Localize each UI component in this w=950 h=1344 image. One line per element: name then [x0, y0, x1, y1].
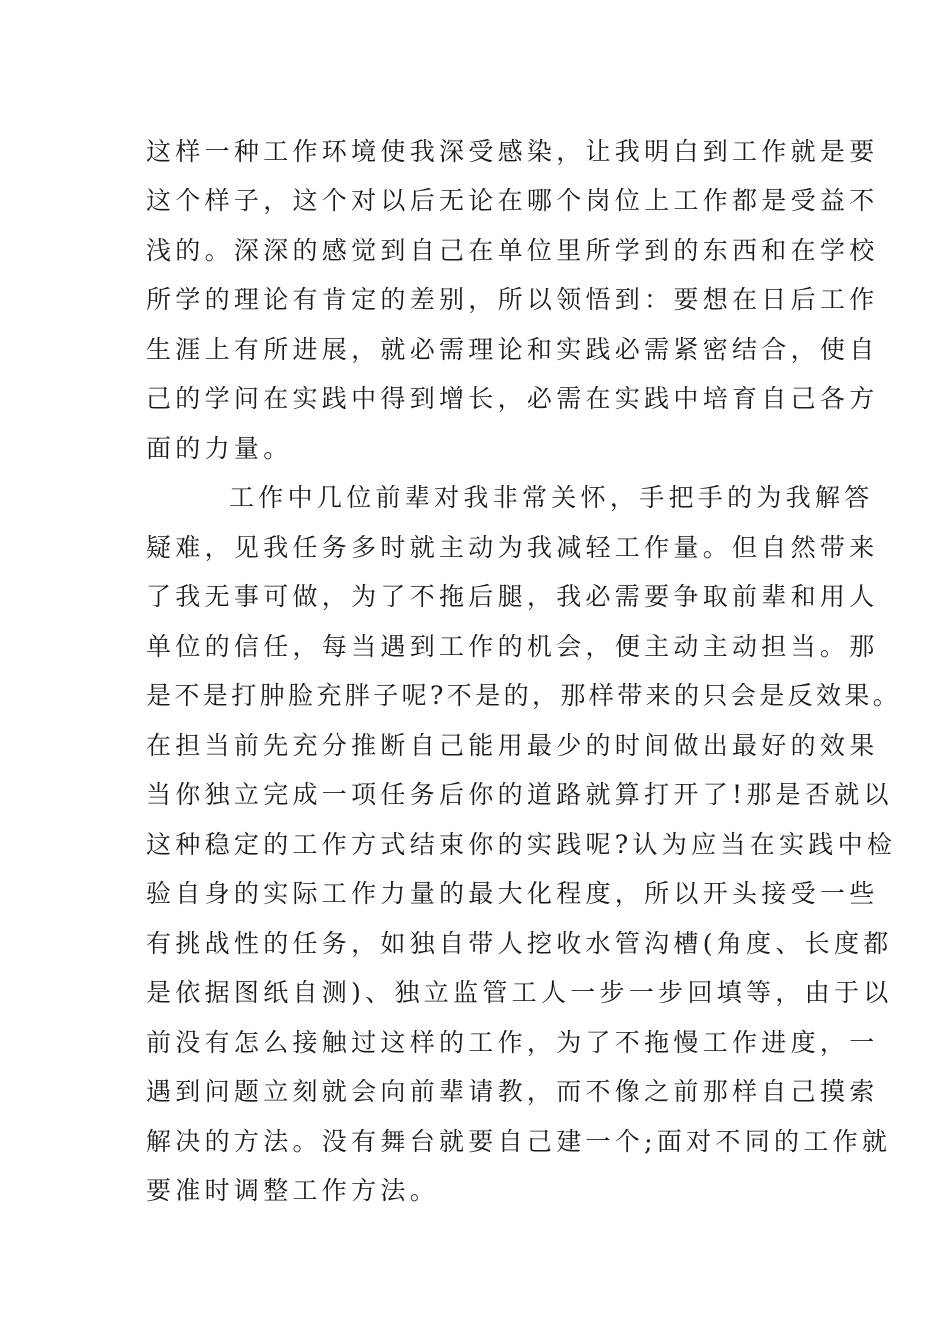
paragraph-1-line-6: 己的学问在实践中得到增长，必需在实践中培育自己各方 [146, 384, 879, 413]
paragraph-2-line-4: 单位的信任，每当遇到工作的机会，便主动主动担当。那 [146, 632, 879, 661]
paragraph-2-line-6: 在担当前先充分推断自己能用最少的时间做出最好的效果 [146, 731, 879, 760]
paragraph-2-line-3: 了我无事可做，为了不拖后腿，我必需要争取前辈和用人 [146, 582, 879, 611]
paragraph-1-line-7: 面的力量。 [146, 434, 293, 463]
paragraph-1-line-4: 所学的理论有肯定的差别，所以领悟到：要想在日后工作 [146, 285, 879, 314]
paragraph-2-line-11: 是依据图纸自测)、独立监管工人一步一步回填等，由于以 [146, 978, 893, 1007]
paragraph-2-line-9: 验自身的实际工作力量的最大化程度，所以开头接受一些 [146, 879, 879, 908]
paragraph-1-line-1: 这样一种工作环境使我深受感染，让我明白到工作就是要 [146, 137, 879, 166]
paragraph-2-line-2: 疑难，见我任务多时就主动为我减轻工作量。但自然带来 [146, 533, 879, 562]
paragraph-2-line-15: 要准时调整工作方法。 [146, 1176, 440, 1205]
paragraph-2-line-1: 工作中几位前辈对我非常关怀，手把手的为我解答 [229, 483, 874, 512]
paragraph-2-line-14: 解决的方法。没有舞台就要自己建一个;面对不同的工作就 [146, 1127, 892, 1156]
paragraph-2-line-10: 有挑战性的任务，如独自带人挖收水管沟槽(角度、长度都 [146, 929, 893, 958]
paragraph-2-line-5: 是不是打肿脸充胖子呢?不是的，那样带来的只会是反效果。 [146, 681, 902, 710]
paragraph-2-line-13: 遇到问题立刻就会向前辈请教，而不像之前那样自己摸索 [146, 1077, 879, 1106]
paragraph-2-line-7: 当你独立完成一项任务后你的道路就算打开了!那是否就以 [146, 780, 893, 809]
paragraph-1-line-2: 这个样子，这个对以后无论在哪个岗位上工作都是受益不 [146, 186, 879, 215]
paragraph-1-line-5: 生涯上有所进展，就必需理论和实践必需紧密结合，使自 [146, 335, 879, 364]
paragraph-1-line-3: 浅的。深深的感觉到自己在单位里所学到的东西和在学校 [146, 236, 879, 265]
paragraph-2-line-8: 这种稳定的工作方式结束你的实践呢?认为应当在实践中检 [146, 830, 897, 859]
paragraph-2-line-12: 前没有怎么接触过这样的工作，为了不拖慢工作进度，一 [146, 1028, 879, 1057]
